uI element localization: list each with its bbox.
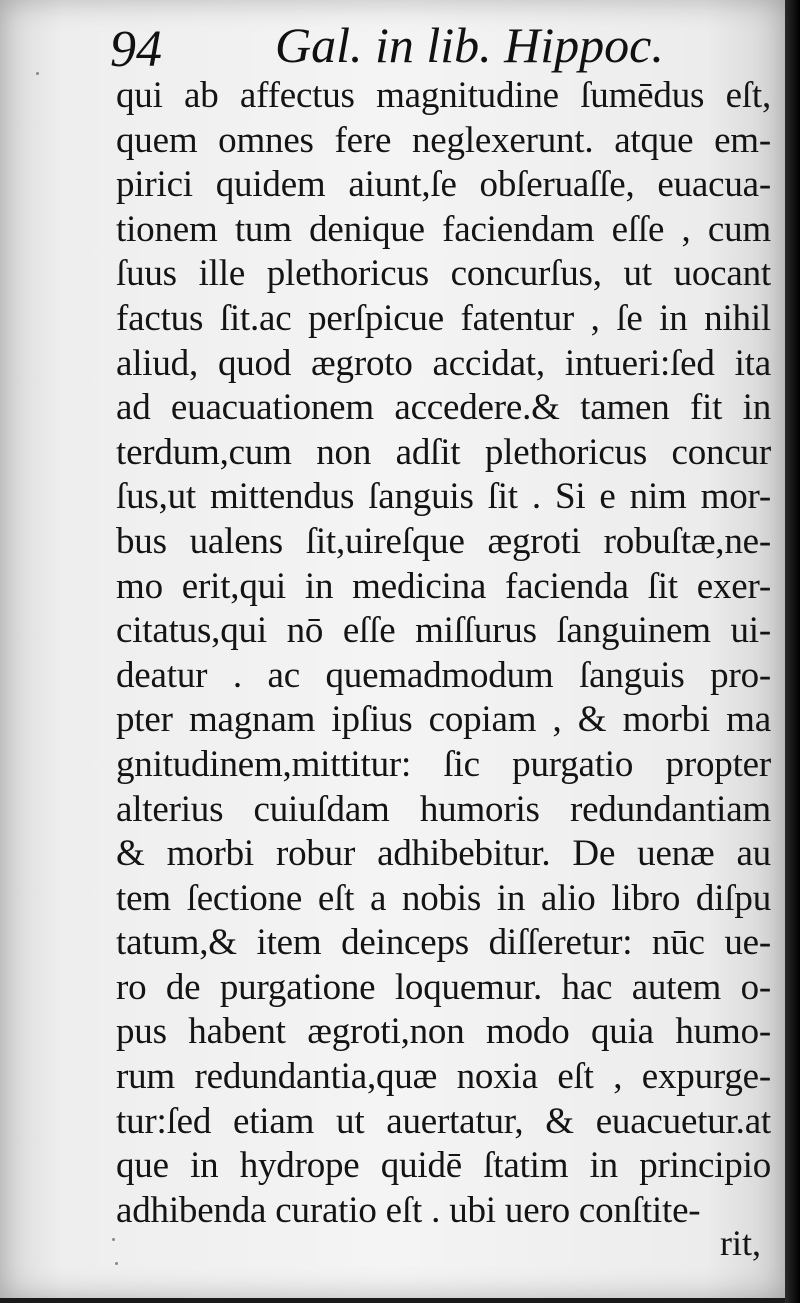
page-number: 94 xyxy=(110,21,162,78)
ink-speck xyxy=(36,72,39,75)
text-line: ſus,ut mittendus ſanguis ſit . Si e nim mor- xyxy=(116,476,771,518)
running-title: Gal. in lib. Hippoc. xyxy=(275,17,664,73)
text-line: pirici quidem aiunt,ſe obſeruaſſe, euacua- xyxy=(116,164,771,206)
text-line: adhibenda curatio eſt . ubi uero conſtite- xyxy=(116,1189,701,1231)
text-line: mo erit,qui in medicina facienda ſit exer- xyxy=(116,565,771,607)
text-line: & morbi robur adhibebitur. De uenæ au xyxy=(116,833,771,875)
ink-speck xyxy=(112,1238,115,1241)
text-line: aliud, quod ægroto accidat, intueri:ſed ita xyxy=(116,342,771,384)
text-line: tur:ſed etiam ut auertatur, & euacuetur.at xyxy=(116,1100,771,1142)
text-line: ro de purgatione loquemur. hac autem o- xyxy=(116,966,771,1008)
ink-speck xyxy=(115,1262,118,1265)
body-text xyxy=(116,74,771,1233)
page-edge-shadow xyxy=(785,0,800,1303)
text-line: qui ab affectus magnitudine ſumēdus eſt, xyxy=(116,75,771,116)
text-line: deatur . ac quemadmodum ſanguis pro- xyxy=(116,654,771,696)
text-line: factus ſit.ac perſpicue fatentur , ſe in nihil xyxy=(116,297,771,339)
catchword: rit, xyxy=(720,1223,761,1263)
text-line: tem ſectione eſt a nobis in alio libro diſpu xyxy=(116,877,771,919)
text-line: ſuus ille plethoricus concurſus, ut uocant xyxy=(116,253,771,295)
text-line: pter magnam ipſius copiam , & morbi ma xyxy=(116,699,771,741)
text-line: rum redundantia,quæ noxia eſt , expurge- xyxy=(116,1056,771,1098)
text-line: citatus,qui nō eſſe miſſurus ſanguinem ui- xyxy=(116,610,771,652)
text-line: ad euacuationem accedere.& tamen fit in xyxy=(116,387,771,429)
text-line: gnitudinem,mittitur: ſic purgatio propter xyxy=(116,743,771,785)
text-line: tionem tum denique faciendam eſſe , cum xyxy=(116,208,771,250)
text-line: quem omnes fere neglexerunt. atque em- xyxy=(116,119,771,161)
text-line: pus habent ægroti,non modo quia humo- xyxy=(116,1011,771,1053)
text-line: terdum,cum non adſit plethoricus concur xyxy=(116,431,771,473)
text-line: que in hydrope quidē ſtatim in principio xyxy=(116,1145,771,1187)
text-line: tatum,& item deinceps diſſeretur: nūc ue- xyxy=(116,922,771,964)
text-line: bus ualens ſit,uireſque ægroti robuſtæ,ne- xyxy=(116,520,771,562)
text-line: alterius cuiuſdam humoris redundantiam xyxy=(116,788,771,830)
